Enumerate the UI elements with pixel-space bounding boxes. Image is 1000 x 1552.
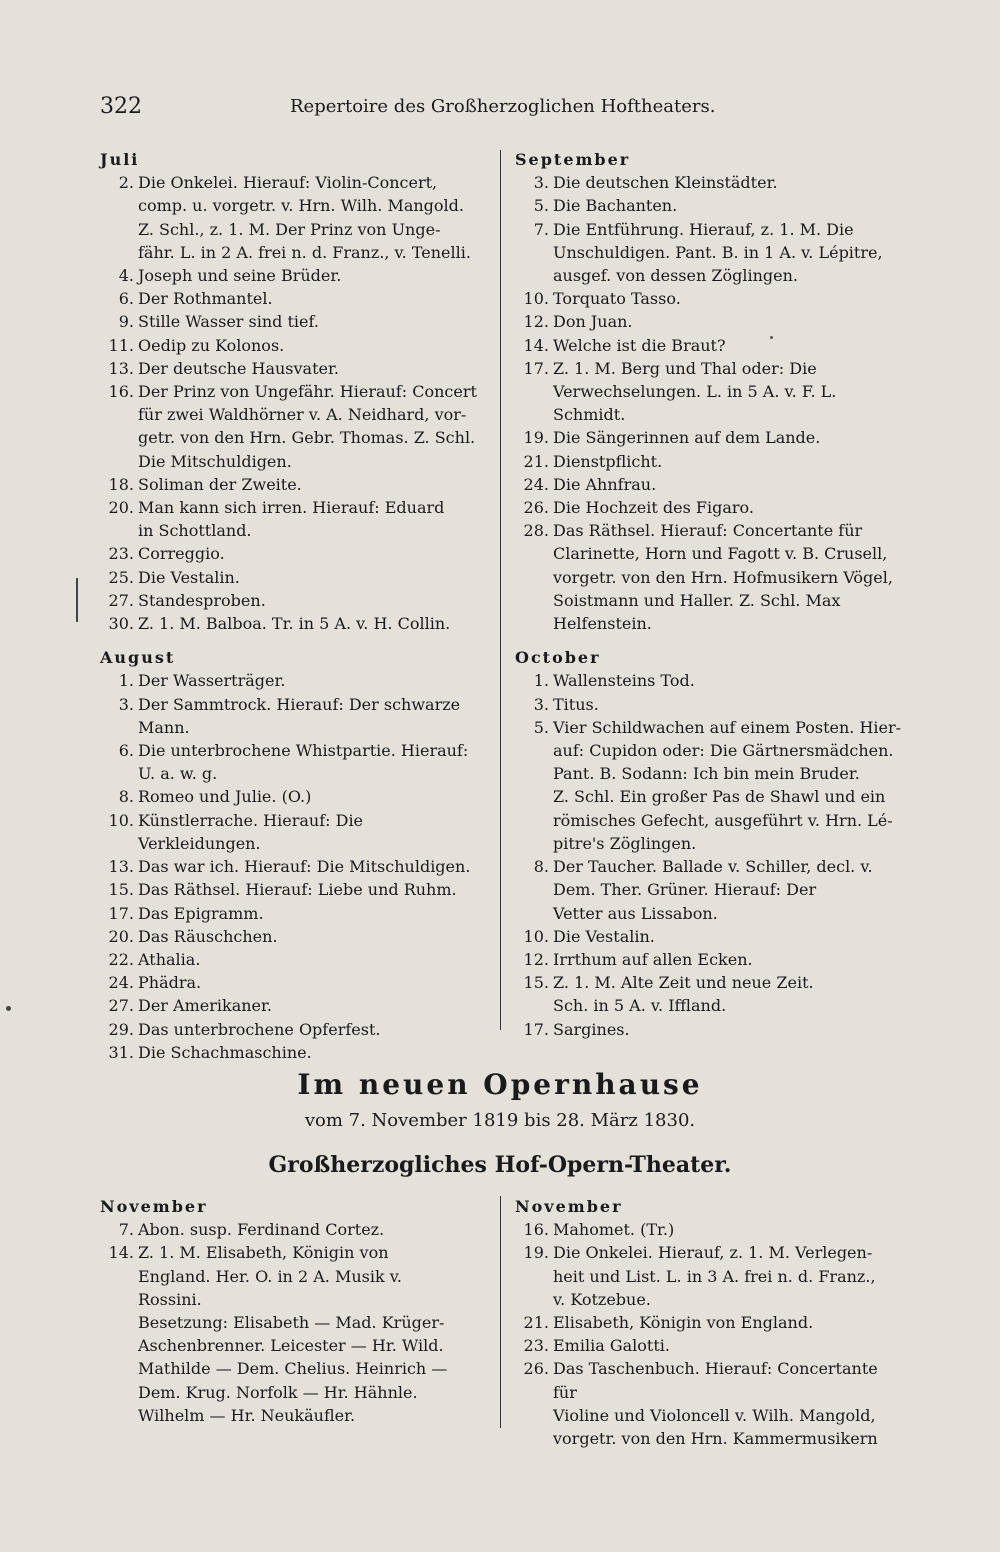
entry-text [553,426,905,449]
entry-line: Mahomet. (Tr.) [553,1220,675,1240]
entry-day: 23. [523,1336,549,1356]
entry-day: 5. [533,717,549,737]
list-item [515,287,905,310]
list-item [100,171,490,194]
upper-right-column [515,148,905,1041]
entry-line: getr. von den Hrn. Gebr. Thomas. Z. Schl. [138,428,476,448]
entry-line: Unschuldigen. Pant. B. in 1 A. v. Lépitre, [553,242,883,262]
entry-line: Emilia Galotti. [553,1336,670,1356]
entry-line: Wallensteins Tod. [553,671,695,691]
list-item [515,1241,905,1264]
ink-speck [770,336,773,339]
list-item [100,566,490,589]
entry-day: 20. [108,498,134,518]
entry-line: auf: Cupidon oder: Die Gärtnersmädchen. [553,741,894,761]
month-heading: November [100,1197,208,1216]
page-number: 322 [100,94,142,119]
entry-line: Z. Schl., z. 1. M. Der Prinz von Unge- [138,219,441,239]
entry-text [553,496,905,519]
entry-line: Rossini. [138,1289,202,1309]
entry-day: 27. [108,590,134,610]
entry-day: 12. [523,949,549,969]
entry-text [553,171,905,194]
entry-line: Correggio. [138,544,225,564]
entry-text [138,566,490,589]
entry-day: 14. [108,1243,134,1263]
entry-text [553,334,905,357]
entry-day: 19. [523,1243,549,1263]
entry-line: Violine und Violoncell v. Wilh. Mangold, [553,1405,876,1425]
entry-line: Dienstpflicht. [553,451,663,471]
entry-line: Die deutschen Kleinstädter. [553,173,778,193]
entry-line: Mann. [138,717,190,737]
entry-text [138,171,490,194]
list-item [515,473,905,496]
entry-line: Phädra. [138,973,202,993]
list-item [515,426,905,449]
entry-day: 15. [108,880,134,900]
entry-line: Die Schachmaschine. [138,1042,312,1062]
entry-text [138,994,490,1017]
theater-title: Großherzogliches Hof-Opern-Theater. [268,1152,732,1178]
list-item [515,519,905,542]
entry-day: 22. [108,949,134,969]
entry-text [138,902,490,925]
entry-line: Sch. in 5 A. v. Iffland. [553,996,727,1016]
entry-line: Torquato Tasso. [553,289,681,309]
month-heading: September [515,150,631,169]
month-heading: November [515,1197,623,1216]
entry-day: 4. [118,266,134,286]
entry-line: Die unterbrochene Whistpartie. Hierauf: [138,741,469,761]
list-item [100,669,490,692]
month-gap [515,635,905,646]
list-item [100,287,490,310]
column-divider [500,150,501,1030]
list-item [515,496,905,519]
entry-day: 20. [108,926,134,946]
list-item [515,669,905,692]
entry-line: Oedip zu Kolonos. [138,335,285,355]
entry-line: Schmidt. [553,405,626,425]
list-item [515,171,905,194]
entry-line: Wilhelm — Hr. Neukäufler. [138,1405,356,1425]
entry-day: 21. [523,451,549,471]
list-item [100,310,490,333]
month-heading: August [100,648,176,668]
entry-text [138,264,490,287]
entry-day: 2. [118,173,134,193]
entry-day: 8. [118,787,134,807]
entry-line: Aschenbrenner. Leicester — Hr. Wild. [138,1336,444,1356]
entry-line: Künstlerrache. Hierauf: Die Verkleidungen. [138,810,364,853]
entry-text [553,519,905,542]
entry-day: 21. [523,1313,549,1333]
entry-day: 17. [523,358,549,378]
entry-day: 12. [523,312,549,332]
entry-line: heit und List. L. in 3 A. frei n. d. Franz., [553,1266,876,1286]
entry-text [138,1241,490,1264]
list-item [515,450,905,473]
entry-line: Pant. B. Sodann: Ich bin mein Bruder. [553,764,860,784]
entry-line: comp. u. vorgetr. v. Hrn. Wilh. Mangold. [138,196,464,216]
entry-line: Die Bachanten. [553,196,678,216]
column-divider [500,1196,501,1428]
entry-day: 24. [523,474,549,494]
entry-line: Vier Schildwachen auf einem Posten. Hier- [553,717,902,737]
entry-text [553,855,905,878]
entry-text [138,357,490,380]
entry-text [553,925,905,948]
list-item [100,994,490,1017]
list-item [100,739,490,762]
list-item [100,589,490,612]
entry-line: Dem. Krug. Norfolk — Hr. Hähnle. [138,1382,418,1402]
entry-text [553,194,905,217]
entry-line: Sargines. [553,1019,630,1039]
month-gap [100,635,490,646]
entry-text [553,693,905,716]
entry-day: 10. [108,810,134,830]
entry-day: 6. [118,741,134,761]
list-item [515,925,905,948]
entry-day [100,1311,138,1334]
entry-line: Das Räthsel. Hierauf: Liebe und Ruhm. [138,880,457,900]
entry-text [138,739,490,762]
entry-line: Die Mitschuldigen. [138,451,292,471]
month-heading: Juli [100,150,140,169]
entry-text [553,1334,905,1357]
entry-day: 25. [108,567,134,587]
entry-text [138,855,490,878]
list-item [515,310,905,333]
entry-line: Helfenstein. [553,614,652,634]
entry-text [138,287,490,310]
entry-text [553,948,905,971]
entry-text [138,612,490,635]
entry-day: 23. [108,544,134,564]
entry-line: Der Taucher. Ballade v. Schiller, decl. v. [553,857,873,877]
list-item [100,1311,490,1334]
entry-line: England. Her. O. in 2 A. Musik v. [138,1266,402,1286]
entry-line: pitre's Zöglingen. [553,833,697,853]
entry-line: Der deutsche Hausvater. [138,358,339,378]
list-item [515,1018,905,1041]
entry-text [553,357,905,380]
entry-text [138,785,490,808]
entry-text [138,925,490,948]
entry-line: Die Hochzeit des Figaro. [553,498,754,518]
list-item [515,1334,905,1357]
page-header [100,94,716,124]
entry-line: Dem. Ther. Grüner. Hierauf: Der [553,880,817,900]
entry-day: 15. [523,973,549,993]
entry-day: 11. [108,335,134,355]
entry-line: Clarinette, Horn und Fagott v. B. Crusell, [553,544,888,564]
entry-day: 14. [523,335,549,355]
entry-line: Titus. [553,694,599,714]
list-item [100,855,490,878]
entry-text [553,218,905,241]
entry-text [553,310,905,333]
entry-line: Stille Wasser sind tief. [138,312,319,332]
list-item [515,716,905,739]
entry-day: 30. [108,614,134,634]
lower-left-column [100,1195,490,1427]
list-item [100,1041,490,1064]
list-item [100,380,490,403]
list-item [100,1218,490,1241]
entry-text [553,1218,905,1241]
list-item [515,218,905,241]
list-item [100,496,490,519]
entry-day: 9. [118,312,134,332]
entry-day: 29. [108,1019,134,1039]
list-item [100,878,490,901]
entry-line: Mathilde — Dem. Chelius. Heinrich — [138,1359,448,1379]
entry-day: 26. [523,498,549,518]
entry-line: Das Räthsel. Hierauf: Concertante für [553,521,863,541]
entry-line: Joseph und seine Brüder. [138,266,342,286]
entry-line: Das Epigramm. [138,903,264,923]
entry-day: 27. [108,996,134,1016]
entry-line: Die Onkelei. Hierauf, z. 1. M. Verlegen- [553,1243,873,1263]
list-item [515,1218,905,1241]
list-item [515,948,905,971]
entry-text [553,971,905,994]
entry-line: ausgef. von dessen Zöglingen. [553,266,798,286]
entry-text [138,310,490,333]
list-item [100,925,490,948]
entry-line: Der Rothmantel. [138,289,273,309]
entry-day: 3. [533,694,549,714]
entry-line: Das Taschenbuch. Hierauf: Concertante für [553,1359,878,1402]
entry-text [138,380,490,403]
entry-line: U. a. w. g. [138,764,218,784]
entry-line: Z. 1. M. Berg und Thal oder: Die [553,358,817,378]
entry-line: Der Wasserträger. [138,671,286,691]
entry-line: Romeo und Julie. (O.) [138,787,312,807]
entry-line: Der Prinz von Ungefähr. Hierauf: Concert [138,382,477,402]
list-item [100,809,490,855]
section-subtitle: vom 7. November 1819 bis 28. März 1830. [304,1110,696,1131]
entry-line: Die Entführung. Hierauf, z. 1. M. Die [553,219,854,239]
list-item [515,194,905,217]
entry-text [553,450,905,473]
list-item [100,334,490,357]
entry-line: Ferdinand Cortez. [237,1220,385,1240]
list-item [515,357,905,380]
month-heading: October [515,648,601,668]
margin-pencil-mark [76,578,78,622]
entry-day: 1. [118,671,134,691]
entry-day: 19. [523,428,549,448]
entry-line: Soliman der Zweite. [138,474,302,494]
entry-text [138,693,490,716]
entry-line: Z. 1. M. Elisabeth, Königin von [138,1243,389,1263]
entry-text [138,334,490,357]
entry-line: Standesproben. [138,590,266,610]
entry-line: Die Sängerinnen auf dem Lande. [553,428,821,448]
entry-line: Man kann sich irren. Hierauf: Eduard [138,498,445,518]
entry-day: 13. [108,358,134,378]
entry-text [138,1041,490,1064]
entry-line: Don Juan. [553,312,633,332]
entry-text [553,1357,905,1403]
entry-line: Das unterbrochene Opferfest. [138,1019,381,1039]
entry-text [553,1018,905,1041]
lower-right-column [515,1195,905,1450]
entry-day: 6. [118,289,134,309]
running-title: Repertoire des Großherzoglichen Hoftheaters. [290,96,716,117]
entry-day: 3. [118,694,134,714]
list-item [515,855,905,878]
entry-text [138,809,490,855]
entry-text [138,1311,490,1334]
entry-line: Soistmann und Haller. Z. Schl. Max [553,590,841,610]
list-item [515,693,905,716]
entry-line: Athalia. [138,949,201,969]
list-item [515,971,905,994]
list-item [515,1311,905,1334]
list-item [515,334,905,357]
entry-day: 10. [523,289,549,309]
entry-line: Verwechselungen. L. in 5 A. v. F. L. [553,382,837,402]
margin-dot [6,1006,11,1011]
entry-text [553,287,905,310]
entry-day: 18. [108,474,134,494]
entry-day: 24. [108,973,134,993]
entry-line: Die Onkelei. Hierauf: Violin-Concert, [138,173,438,193]
list-item [100,357,490,380]
entry-line: vorgetr. von den Hrn. Hofmusikern Vögel, [553,567,893,587]
entry-day: 10. [523,926,549,946]
entry-line: vorgetr. von den Hrn. Kammermusikern [553,1429,878,1449]
entry-text [138,589,490,612]
entry-text [138,1018,490,1041]
list-item [100,948,490,971]
entry-line: Der Amerikaner. [138,996,272,1016]
entry-day: 5. [533,196,549,216]
list-item [100,902,490,925]
entry-text [138,971,490,994]
entry-line: v. Kotzebue. [553,1289,651,1309]
upper-left-column [100,148,490,1064]
list-item [100,971,490,994]
entry-text [553,669,905,692]
entry-text [553,1241,905,1264]
entry-day: 31. [108,1042,134,1062]
list-item [100,264,490,287]
entry-text [553,473,905,496]
entry-text [138,878,490,901]
entry-day: 28. [523,521,549,541]
entry-day: 8. [533,857,549,877]
entry-text [138,473,490,496]
entry-line: römisches Gefecht, ausgeführt v. Hrn. Lé- [553,810,893,830]
list-item [100,693,490,716]
entry-text [553,1311,905,1334]
entry-line: Vetter aus Lissabon. [553,903,718,923]
entry-line: in Schottland. [138,521,252,541]
entry-day: 17. [108,903,134,923]
entry-text [138,669,490,692]
entry-line: Elisabeth, Königin von England. [553,1313,814,1333]
list-item [100,1241,490,1264]
entry-line: Z. 1. M. Balboa. Tr. in 5 A. v. H. Collin. [138,614,451,634]
entry-line: Die Vestalin. [553,926,655,946]
entry-line: Das war ich. Hierauf: Die Mitschuldigen. [138,857,471,877]
entry-line: Der Sammtrock. Hierauf: Der schwarze [138,694,461,714]
list-item [515,1357,905,1403]
entry-prefix: Abon. susp. [138,1220,232,1240]
list-item [100,1018,490,1041]
entry-day: 3. [533,173,549,193]
entry-day: 16. [108,382,134,402]
entry-day: 7. [533,219,549,239]
entry-line: Welche ist die Braut? [553,335,726,355]
entry-line: Das Räuschchen. [138,926,278,946]
entry-day: 13. [108,857,134,877]
list-item [100,612,490,635]
section-title: Im neuen Opernhause [297,1068,703,1101]
entry-day: 17. [523,1019,549,1039]
list-item [100,473,490,496]
entry-text [138,1218,490,1241]
entry-line: Irrthum auf allen Ecken. [553,949,753,969]
entry-day: 26. [523,1359,549,1379]
list-item [100,785,490,808]
entry-line: für zwei Waldhörner v. A. Neidhard, vor- [138,405,467,425]
entry-day: 16. [523,1220,549,1240]
entry-line: fähr. L. in 2 A. frei n. d. Franz., v. Tenelli. [138,242,471,262]
entry-text [138,948,490,971]
entry-day: 1. [533,671,549,691]
entry-text [138,496,490,519]
entry-line: Z. Schl. Ein großer Pas de Shawl und ein [553,787,886,807]
entry-day: 7. [118,1220,134,1240]
entry-text [138,542,490,565]
entry-line: Die Vestalin. [138,567,240,587]
entry-line: Z. 1. M. Alte Zeit und neue Zeit. [553,973,814,993]
entry-line: Besetzung: Elisabeth — Mad. Krüger- [138,1313,445,1333]
entry-line: Die Ahnfrau. [553,474,657,494]
list-item [100,542,490,565]
entry-text [553,716,905,739]
